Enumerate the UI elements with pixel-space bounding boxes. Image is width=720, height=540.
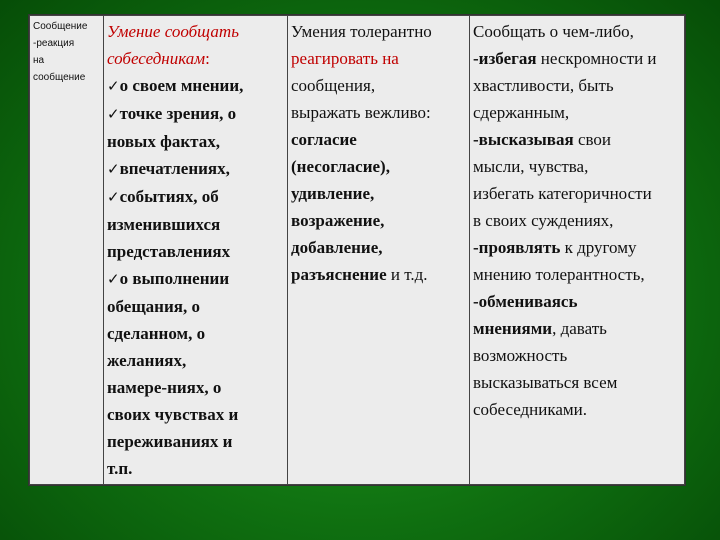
list-item-text: представлениях xyxy=(107,242,231,261)
cell-text: Умения толерантно xyxy=(291,22,432,41)
cell-text-line xyxy=(291,99,466,126)
cell-text: избегать категоричности xyxy=(473,184,652,203)
list-item-line xyxy=(107,320,284,347)
cell-text-line xyxy=(473,72,681,99)
cell-text: высказываться всем xyxy=(473,373,618,392)
list-item-line xyxy=(107,347,284,374)
list-item-line xyxy=(107,100,284,128)
list-item-line xyxy=(107,238,284,265)
cell-text-line xyxy=(473,99,681,126)
list-item-line xyxy=(107,265,284,293)
cell-text: , давать xyxy=(552,319,607,338)
list-item-text: обещания, о xyxy=(107,297,200,316)
cell-text: выражать вежливо: xyxy=(291,103,431,122)
cell-text-line xyxy=(473,18,681,45)
column-tolerant-reaction xyxy=(288,16,470,485)
check-icon: ✓ xyxy=(107,77,120,95)
list-item-text: намере-ниях, о xyxy=(107,378,222,397)
cell-text-line xyxy=(291,72,466,99)
list-item-line xyxy=(107,128,284,155)
cell-text: удивление, xyxy=(291,184,375,203)
cell-text-line xyxy=(473,207,681,234)
cell-text-line xyxy=(291,18,466,45)
list-item-text: желаниях, xyxy=(107,351,187,370)
list-item-line xyxy=(107,183,284,211)
cell-text: нескромности и xyxy=(536,49,657,68)
list-item-text: точке зрения, о xyxy=(119,104,237,123)
cell-text-line xyxy=(473,180,681,207)
cell-text: добавление, xyxy=(291,238,383,257)
cell-text-line xyxy=(291,126,466,153)
cell-text-line xyxy=(473,342,681,369)
cell-text: к другому xyxy=(560,238,637,257)
cell-text: собеседниками. xyxy=(473,400,588,419)
cell-text: в своих суждениях, xyxy=(473,211,614,230)
list-item-text: впечатлениях, xyxy=(119,159,230,178)
heading-text: Умение сообщать xyxy=(107,22,239,41)
cell-text: мысли, чувства, xyxy=(473,157,589,176)
cell-text-line: Сообщение xyxy=(33,21,88,32)
check-icon: ✓ xyxy=(107,160,120,178)
check-icon: ✓ xyxy=(107,105,120,123)
cell-text: реагировать на xyxy=(291,49,399,68)
check-icon: ✓ xyxy=(107,188,120,206)
cell-text: -обмениваясь xyxy=(473,292,578,311)
heading-text: собеседникам xyxy=(107,49,206,68)
cell-text: -высказывая xyxy=(473,130,574,149)
cell-text: (несогласие), xyxy=(291,157,390,176)
list-item-text: т.п. xyxy=(107,459,133,478)
cell-text-line xyxy=(291,45,466,72)
list-item-line xyxy=(107,401,284,428)
cell-text-line xyxy=(291,153,466,180)
skills-table xyxy=(29,15,685,485)
list-item-text: своих чувствах и xyxy=(107,405,239,424)
heading-line xyxy=(107,18,284,45)
cell-text-line xyxy=(473,45,681,72)
list-item-text: сделанном, о xyxy=(107,324,206,343)
cell-text: сообщения, xyxy=(291,76,376,95)
cell-text-line xyxy=(291,180,466,207)
cell-text-line xyxy=(473,153,681,180)
cell-text: Сообщать о чем-либо, xyxy=(473,22,634,41)
list-item-text: о своем мнении, xyxy=(119,76,244,95)
cell-text-line xyxy=(473,234,681,261)
cell-text: возражение, xyxy=(291,211,385,230)
heading-line xyxy=(107,45,284,72)
list-item-text: новых фактах, xyxy=(107,132,220,151)
table-row xyxy=(30,16,685,485)
list-item-line xyxy=(107,455,284,482)
cell-text-line xyxy=(473,315,681,342)
list-item-line xyxy=(107,155,284,183)
column-message-response xyxy=(30,16,104,485)
cell-text-line xyxy=(473,126,681,153)
cell-text-line xyxy=(291,261,466,288)
cell-text-line xyxy=(473,288,681,315)
list-item-text: событиях, об xyxy=(119,187,219,206)
skills-table-container xyxy=(28,14,686,486)
heading-colon: : xyxy=(205,49,210,68)
cell-text-line: -реакция xyxy=(33,38,75,49)
cell-text-line xyxy=(291,207,466,234)
column-ability-to-tell xyxy=(104,16,288,485)
cell-text: -проявлять xyxy=(473,238,561,257)
cell-text: хвастливости, быть xyxy=(473,76,614,95)
cell-text: свои xyxy=(573,130,611,149)
cell-text-line xyxy=(291,234,466,261)
cell-text: мнениями xyxy=(473,319,553,338)
check-icon: ✓ xyxy=(107,270,120,288)
cell-text: мнению толерантность, xyxy=(473,265,645,284)
cell-text: сдержанным, xyxy=(473,103,570,122)
cell-text-line xyxy=(473,369,681,396)
cell-text-line: на xyxy=(33,55,45,66)
column-how-to-tell xyxy=(470,16,685,485)
cell-text: разъяснение xyxy=(291,265,387,284)
cell-text-line xyxy=(473,396,681,423)
list-item-line xyxy=(107,428,284,455)
list-item-line xyxy=(107,211,284,238)
cell-text: возможность xyxy=(473,346,568,365)
list-item-line xyxy=(107,374,284,401)
list-item-text: переживаниях и xyxy=(107,432,233,451)
list-item-text: изменившихся xyxy=(107,215,221,234)
list-item-line xyxy=(107,293,284,320)
list-item-text: о выполнении xyxy=(119,269,230,288)
cell-text-line xyxy=(473,261,681,288)
cell-text: согласие xyxy=(291,130,357,149)
cell-text: -избегая xyxy=(473,49,537,68)
cell-text-line: сообщение xyxy=(33,72,86,83)
list-item-line xyxy=(107,72,284,100)
cell-text-suffix: и т.д. xyxy=(386,265,428,284)
